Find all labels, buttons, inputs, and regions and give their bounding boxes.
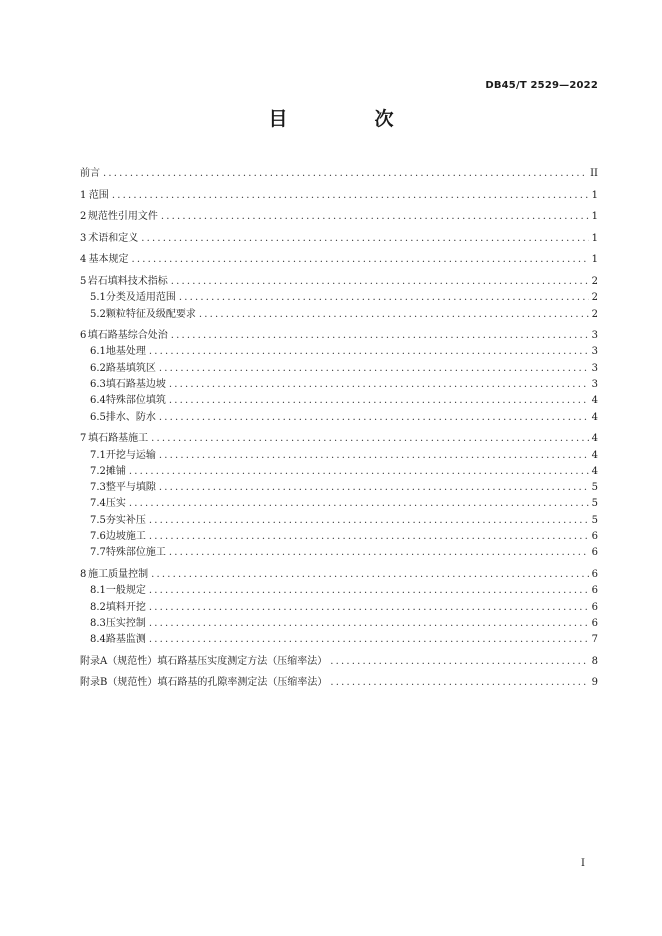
toc-entry-label: 基本规定 (88, 254, 129, 266)
toc-entry[interactable] (80, 464, 598, 480)
toc-entry-page: 2 (591, 308, 598, 320)
toc-entry-label: 开挖与运输 (105, 449, 156, 461)
toc-dot-leader (171, 274, 589, 290)
toc-entry-number: 5 (80, 275, 87, 287)
toc-entry[interactable] (80, 448, 598, 464)
toc-entry-page: 4 (591, 411, 598, 423)
toc-entry-number: 7.7 (90, 547, 106, 559)
toc-dot-leader (161, 209, 589, 225)
toc-entry[interactable] (80, 377, 598, 393)
toc-entry[interactable] (80, 393, 598, 409)
toc-entry[interactable] (80, 252, 598, 268)
toc-entry-number: 7.3 (90, 482, 106, 494)
toc-entry[interactable] (80, 529, 598, 545)
toc-entry[interactable] (80, 290, 598, 306)
table-of-contents (80, 166, 598, 692)
toc-entry[interactable] (80, 600, 598, 616)
toc-entry[interactable] (80, 545, 598, 561)
toc-entry-number: 3 (80, 232, 87, 244)
toc-entry-number: 4 (80, 254, 87, 266)
toc-dot-leader (169, 377, 589, 393)
toc-entry-label: 岩石填料技术指标 (87, 275, 168, 287)
toc-entry-label: 分类及适用范围 (105, 292, 176, 304)
toc-entry-page: 3 (591, 379, 598, 391)
toc-entry-label: 压实 (105, 498, 126, 510)
toc-dot-leader (112, 188, 589, 204)
toc-entry-label: 压实控制 (105, 617, 146, 629)
toc-dot-leader (149, 344, 589, 360)
toc-entry-page: 8 (591, 655, 598, 667)
toc-entry-page: 3 (591, 346, 598, 358)
toc-entry-number: 5.1 (90, 292, 106, 304)
toc-entry-label: 路基监测 (105, 634, 146, 646)
toc-entry[interactable] (80, 274, 598, 290)
toc-entry-number: 8 (80, 568, 87, 580)
toc-dot-leader (169, 393, 589, 409)
toc-entry-page: 7 (591, 634, 598, 646)
toc-dot-leader (330, 675, 588, 691)
toc-entry-number: 6.4 (90, 395, 106, 407)
toc-entry-number: 7.6 (90, 531, 106, 543)
toc-entry[interactable] (80, 583, 598, 599)
toc-entry-label: 术语和定义 (88, 232, 139, 244)
toc-entry[interactable] (80, 654, 598, 670)
toc-entry-page: 5 (591, 498, 598, 510)
page-number: I (581, 858, 585, 869)
toc-entry-label: 填石路基边坡 (105, 379, 166, 391)
toc-entry-label: 施工质量控制 (88, 568, 149, 580)
toc-entry-page: 4 (591, 433, 598, 445)
toc-entry[interactable] (80, 567, 598, 583)
toc-entry-number: 6.5 (90, 411, 106, 423)
toc-entry[interactable] (80, 188, 598, 204)
toc-entry-page: 1 (591, 232, 598, 244)
toc-entry-number: 8.3 (90, 617, 106, 629)
toc-entry[interactable] (80, 307, 598, 323)
toc-entry-number: 7.1 (90, 449, 106, 461)
toc-entry-number: 8.2 (90, 601, 106, 613)
toc-dot-leader (149, 616, 589, 632)
toc-entry[interactable] (80, 496, 598, 512)
toc-entry-page: 6 (591, 617, 598, 629)
toc-entry-label: 规范性引用文件 (87, 211, 158, 223)
toc-entry-label: 排水、防水 (105, 411, 156, 423)
toc-entry-number: 6.2 (90, 362, 106, 374)
toc-dot-leader (159, 480, 589, 496)
toc-entry-label: 颗粒特征及级配要求 (105, 308, 196, 320)
toc-entry-label: 附录A（规范性）填石路基压实度测定方法（压缩率法） (80, 655, 328, 667)
toc-entry-label: 特殊部位施工 (105, 547, 166, 559)
toc-entry-page: 2 (591, 292, 598, 304)
toc-entry-number: 7 (80, 433, 87, 445)
toc-dot-leader (179, 290, 589, 306)
toc-entry-label: 填料开挖 (105, 601, 146, 613)
toc-entry-page: 4 (591, 395, 598, 407)
toc-dot-leader (141, 231, 588, 247)
toc-entry[interactable] (80, 328, 598, 344)
toc-entry-page: 6 (591, 568, 598, 580)
toc-entry-label: 夯实补压 (105, 514, 146, 526)
toc-dot-leader (149, 529, 589, 545)
toc-dot-leader (199, 307, 589, 323)
toc-entry-number: 6.1 (90, 346, 106, 358)
toc-dot-leader (159, 361, 589, 377)
toc-entry-page: 1 (591, 189, 598, 201)
toc-dot-leader (159, 410, 589, 426)
toc-entry-page: 9 (591, 677, 598, 689)
toc-dot-leader (171, 328, 589, 344)
toc-dot-leader (129, 464, 589, 480)
toc-entry-number: 8.1 (90, 585, 106, 597)
toc-entry-page: 3 (591, 330, 598, 342)
toc-entry[interactable] (80, 480, 598, 496)
toc-title: 目 次 (268, 108, 428, 130)
toc-entry[interactable] (80, 632, 598, 648)
toc-entry-label: 边坡施工 (105, 531, 146, 543)
toc-entry-label: 摊铺 (105, 465, 126, 477)
document-code: DB45/T 2529—2022 (485, 80, 598, 91)
toc-entry-number: 1 (80, 189, 87, 201)
toc-entry-number: 2 (80, 211, 87, 223)
toc-dot-leader (151, 567, 589, 583)
toc-entry-label: 附录B（规范性）填石路基的孔隙率测定法（压缩率法） (80, 677, 328, 689)
toc-entry-page: 5 (591, 482, 598, 494)
toc-dot-leader (131, 252, 588, 268)
toc-entry[interactable] (80, 675, 598, 691)
toc-entry-label: 地基处理 (105, 346, 146, 358)
toc-entry-number: 7.2 (90, 465, 106, 477)
toc-entry-label: 路基填筑区 (105, 362, 156, 374)
toc-entry-number: 7.5 (90, 514, 106, 526)
toc-dot-leader (330, 654, 588, 670)
toc-entry-page: II (590, 168, 598, 179)
toc-entry-label: 特殊部位填筑 (105, 395, 166, 407)
toc-entry[interactable] (80, 616, 598, 632)
toc-dot-leader (159, 448, 589, 464)
toc-entry-number: 6.3 (90, 379, 106, 391)
toc-entry-number: 5.2 (90, 308, 106, 320)
toc-entry[interactable] (80, 361, 598, 377)
toc-dot-leader (149, 513, 589, 529)
toc-entry-page: 4 (591, 449, 598, 461)
toc-entry-number: 7.4 (90, 498, 106, 510)
toc-entry-label: 范围 (88, 189, 109, 201)
toc-entry[interactable] (80, 410, 598, 426)
toc-entry-page: 3 (591, 362, 598, 374)
toc-dot-leader (129, 496, 589, 512)
toc-entry-page: 4 (591, 465, 598, 477)
toc-entry-number: 6 (80, 330, 87, 342)
toc-entry-label: 填石路基施工 (88, 433, 149, 445)
toc-entry-label: 整平与填隙 (105, 482, 156, 494)
toc-entry-page: 6 (591, 547, 598, 559)
toc-entry-page: 1 (591, 211, 598, 223)
toc-dot-leader (169, 545, 589, 561)
toc-entry-number: 8.4 (90, 634, 106, 646)
toc-entry[interactable] (80, 344, 598, 360)
toc-dot-leader (149, 632, 589, 648)
toc-dot-leader (149, 583, 589, 599)
toc-entry-page: 6 (591, 601, 598, 613)
toc-entry-label: 一般规定 (105, 585, 146, 597)
toc-entry-page: 5 (591, 514, 598, 526)
toc-entry[interactable] (80, 231, 598, 247)
toc-entry-page: 6 (591, 585, 598, 597)
toc-entry-page: 6 (591, 531, 598, 543)
toc-entry-page: 1 (591, 254, 598, 266)
toc-entry[interactable] (80, 209, 598, 225)
toc-entry[interactable] (80, 431, 598, 447)
toc-entry-label: 前言 (80, 168, 100, 179)
toc-entry[interactable] (80, 166, 598, 182)
toc-dot-leader (149, 600, 589, 616)
toc-entry[interactable] (80, 513, 598, 529)
toc-dot-leader (151, 431, 589, 447)
toc-dot-leader (103, 166, 587, 182)
toc-entry-page: 2 (591, 275, 598, 287)
toc-entry-label: 填石路基综合处治 (87, 330, 168, 342)
